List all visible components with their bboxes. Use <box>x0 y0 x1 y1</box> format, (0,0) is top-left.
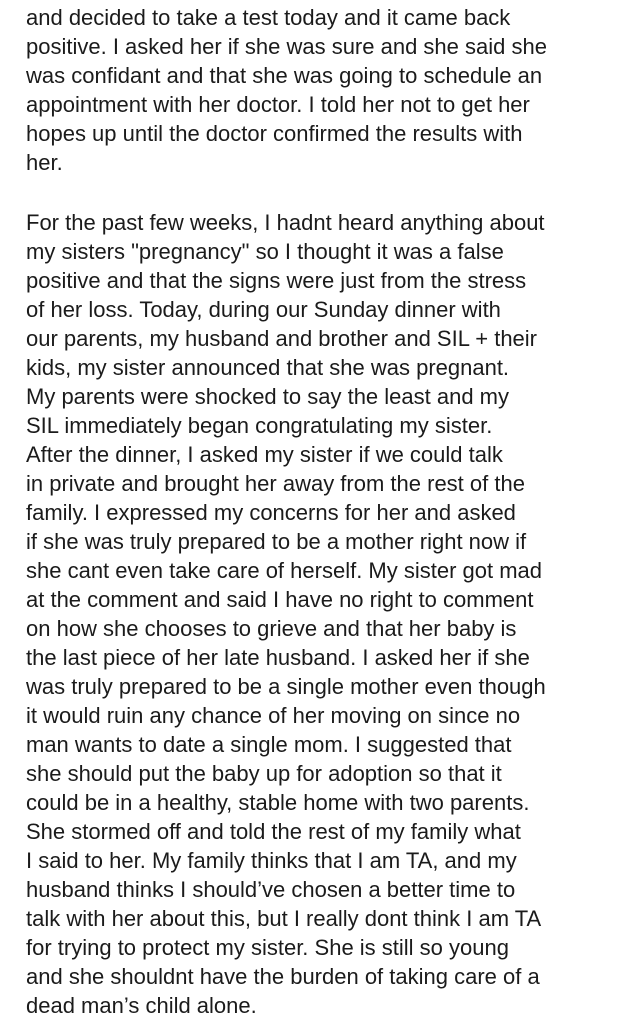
text-line: of her loss. Today, during our Sunday dinner with <box>26 297 501 322</box>
text-line: could be in a healthy, stable home with two parents. <box>26 790 530 815</box>
text-line: and she shouldnt have the burden of taking care of a <box>26 964 540 989</box>
text-line: dead man’s child alone. <box>26 993 257 1018</box>
text-line: was truly prepared to be a single mother even though <box>26 674 546 699</box>
text-line: For the past few weeks, I hadnt heard anything about <box>26 210 545 235</box>
text-line: talk with her about this, but I really dont think I am TA <box>26 906 542 931</box>
text-line: kids, my sister announced that she was pregnant. <box>26 355 510 380</box>
text-line: she should put the baby up for adoption so that it <box>26 761 502 786</box>
text-line: family. I expressed my concerns for her and asked <box>26 500 516 525</box>
text-line: and decided to take a test today and it came back <box>26 5 511 30</box>
text-line: After the dinner, I asked my sister if we could talk <box>26 442 503 467</box>
text-line: My parents were shocked to say the least and my <box>26 384 510 409</box>
paragraph-1 <box>26 3 547 177</box>
text-line: SIL immediately began congratulating my sister. <box>26 413 493 438</box>
text-line: husband thinks I should’ve chosen a better time to <box>26 877 516 902</box>
text-line: she cant even take care of herself. My sister got mad <box>26 558 543 583</box>
text-line: was confidant and that she was going to schedule an <box>26 63 543 88</box>
text-line: positive and that the signs were just from the stress <box>26 268 527 293</box>
text-line: in private and brought her away from the rest of the <box>26 471 525 496</box>
text-line: positive. I asked her if she was sure and she said she <box>26 34 547 59</box>
paragraph-2 <box>26 208 546 1020</box>
text-line: it would ruin any chance of her moving on since no <box>26 703 521 728</box>
text-line: hopes up until the doctor confirmed the results with <box>26 121 523 146</box>
text-line: on how she chooses to grieve and that her baby is <box>26 616 517 641</box>
text-line: at the comment and said I have no right to comment <box>26 587 534 612</box>
text-line: man wants to date a single mom. I suggested that <box>26 732 512 757</box>
text-line: appointment with her doctor. I told her not to get her <box>26 92 530 117</box>
text-line: if she was truly prepared to be a mother right now if <box>26 529 527 554</box>
text-line: her. <box>26 150 63 175</box>
text-line: for trying to protect my sister. She is still so young <box>26 935 509 960</box>
text-line: my sisters "pregnancy" so I thought it was a false <box>26 239 504 264</box>
text-line: I said to her. My family thinks that I am TA, and my <box>26 848 517 873</box>
text-line: the last piece of her late husband. I asked her if she <box>26 645 530 670</box>
text-line: our parents, my husband and brother and SIL + their <box>26 326 538 351</box>
text-line: She stormed off and told the rest of my family what <box>26 819 521 844</box>
